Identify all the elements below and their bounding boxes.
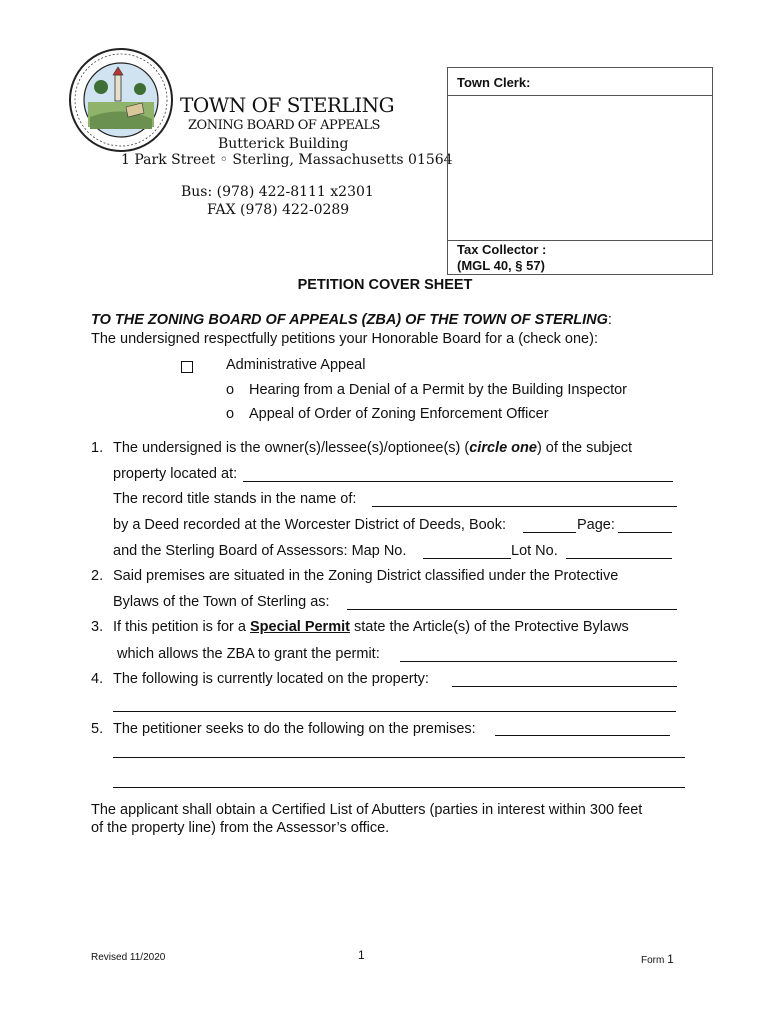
special-permit-text: Special Permit xyxy=(250,619,350,635)
item-5-number: 5. xyxy=(91,721,104,737)
item-3-number: 3. xyxy=(91,619,104,635)
deed-page-label: Page: xyxy=(577,517,615,533)
item-1-text-a: The undersigned is the owner(s)/lessee(s)/optionee(s) ( xyxy=(113,440,470,456)
closing-line-1: The applicant shall obtain a Certified List of Abutters (parties in interest within 300 feet xyxy=(91,802,643,818)
current-use-label: The following is currently located on the property: xyxy=(113,671,429,687)
building-name: Butterick Building xyxy=(218,136,349,152)
proposed-use-field[interactable] xyxy=(495,735,670,736)
property-location-label: property located at: xyxy=(113,466,238,482)
map-number-label: and the Sterling Board of Assessors: Map No. xyxy=(113,543,407,559)
town-clerk-cell xyxy=(448,68,712,96)
deed-book-label: by a Deed recorded at the Worcester District of Deeds, Book: xyxy=(113,517,507,533)
record-title-label: The record title stands in the name of: xyxy=(113,491,357,507)
page-number: 1 xyxy=(358,948,365,962)
fax-number: FAX (978) 422-0289 xyxy=(207,202,350,218)
lot-number-field[interactable] xyxy=(566,558,672,559)
item-2-number: 2. xyxy=(91,568,104,584)
item-1-text-c: ) of the subject xyxy=(536,440,633,456)
appeal-order-option: Appeal of Order of Zoning Enforcement Officer xyxy=(249,406,549,422)
item-1-number: 1. xyxy=(91,440,104,456)
item-3-text-a: If this petition is for a xyxy=(113,619,251,635)
item-3-text-c: state the Article(s) of the Protective Bylaws xyxy=(349,619,629,635)
article-field[interactable] xyxy=(400,661,677,662)
item-3-line-1 xyxy=(113,619,629,635)
intro-heading xyxy=(91,312,612,328)
revised-date: Revised 11/2020 xyxy=(91,952,166,963)
property-location-field[interactable] xyxy=(243,481,673,482)
hearing-denial-option: Hearing from a Denial of a Permit by the Building Inspector xyxy=(249,382,627,398)
intro-heading-colon: : xyxy=(607,312,612,328)
tax-collector-label: Tax Collector : xyxy=(457,242,547,257)
zoning-district-text: Said premises are situated in the Zoning District classified under the Protective xyxy=(113,568,619,584)
proposed-use-field-line-3[interactable] xyxy=(113,787,685,788)
deed-book-field[interactable] xyxy=(523,532,576,533)
record-title-field[interactable] xyxy=(372,506,677,507)
article-label: which allows the ZBA to grant the permit: xyxy=(117,646,380,662)
deed-page-field[interactable] xyxy=(618,532,672,533)
page-title: PETITION COVER SHEET xyxy=(297,277,473,293)
town-seal-icon xyxy=(68,47,174,153)
proposed-use-field-line-2[interactable] xyxy=(113,757,685,758)
proposed-use-label: The petitioner seeks to do the following on the premises: xyxy=(113,721,476,737)
board-name: ZONING BOARD OF APPEALS xyxy=(188,118,380,133)
zoning-district-field[interactable] xyxy=(347,609,677,610)
address: 1 Park Street ◦ Sterling, Massachusetts 01564 xyxy=(121,152,453,168)
intro-line: The undersigned respectfully petitions your Honorable Board for a (check one): xyxy=(91,331,598,347)
map-number-field[interactable] xyxy=(423,558,511,559)
form-label xyxy=(641,952,674,966)
circle-one-text: circle one xyxy=(469,440,537,456)
mgl-reference: (MGL 40, § 57) xyxy=(457,258,545,273)
phone-number: Bus: (978) 422-8111 x2301 xyxy=(181,184,374,200)
lot-number-label: Lot No. xyxy=(511,543,558,559)
sub-bullet: o xyxy=(226,406,235,422)
administrative-appeal-checkbox[interactable] xyxy=(181,361,193,373)
item-4-number: 4. xyxy=(91,671,104,687)
zoning-district-label: Bylaws of the Town of Sterling as: xyxy=(113,594,330,610)
sub-bullet: o xyxy=(226,382,235,398)
official-stamp-box xyxy=(447,67,713,275)
current-use-field[interactable] xyxy=(452,686,677,687)
item-1-line-1 xyxy=(113,440,632,456)
form-number: 1 xyxy=(667,952,674,966)
form-label-text: Form xyxy=(641,955,665,966)
administrative-appeal-label: Administrative Appeal xyxy=(226,357,366,373)
current-use-field-line-2[interactable] xyxy=(113,711,676,712)
intro-heading-text: TO THE ZONING BOARD OF APPEALS (ZBA) OF THE TOWN OF STERLING xyxy=(91,312,608,328)
town-name: TOWN OF STERLING xyxy=(180,93,395,117)
closing-line-2: of the property line) from the Assessor’s office. xyxy=(91,820,390,836)
stamp-area xyxy=(448,95,712,241)
town-clerk-label: Town Clerk: xyxy=(457,75,531,90)
tax-collector-cell xyxy=(448,240,712,274)
